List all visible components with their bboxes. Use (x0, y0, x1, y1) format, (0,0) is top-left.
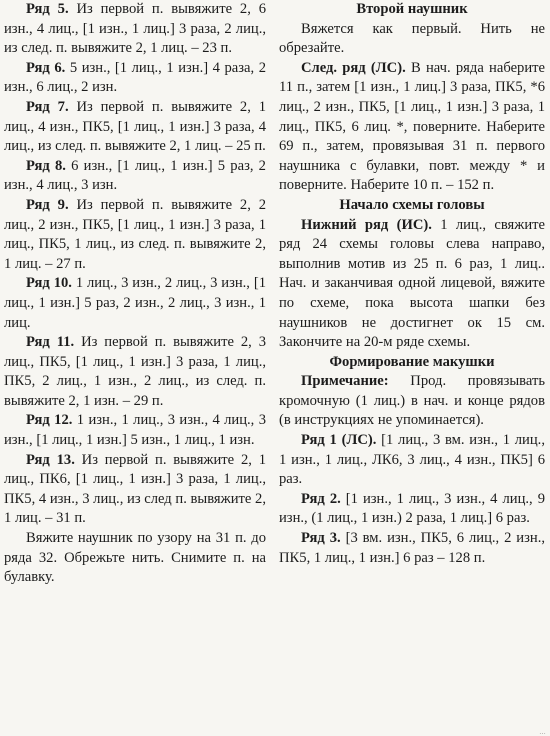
instruction-paragraph (4, 98, 266, 157)
instruction-text: Вяжется как первый. Нить не обрезайте. (279, 20, 545, 57)
instruction-paragraph (279, 20, 545, 59)
instruction-paragraph (4, 196, 266, 274)
instruction-text: 1 лиц., 3 изн., 2 лиц., 3 изн., [1 лиц., 1 изн.] 5 раз, 2 изн., 2 лиц., 3 изн., 1 лиц. (4, 275, 266, 331)
instruction-text: Из первой п. вывяжите 2, 1 лиц., ПК6, [1 лиц., 1 изн.] 3 раза, 1 лиц., ПК5, 4 изн., 3 лиц., из след п. вывяжите 2, 1 лиц. – 31 п. (4, 451, 266, 527)
instruction-text: Из первой п. вывяжите 2, 1 лиц., 4 изн., ПК5, [1 лиц., 1 изн.] 3 раза, 4 лиц., из след. п. вывяжите 2, 1 лиц. – 25 п. (4, 98, 266, 155)
row-label: Ряд 5. (26, 1, 69, 17)
right-column (279, 0, 545, 568)
row-label: Примечание: (301, 373, 389, 390)
instruction-paragraph (4, 411, 266, 450)
instruction-text: 1 изн., 1 лиц., 3 изн., 4 лиц., 3 изн., [1 лиц., 1 изн.] 5 изн., 1 лиц., 1 изн. (4, 412, 266, 449)
section-heading: Второй наушник (356, 1, 468, 17)
row-label: Ряд 2. (301, 490, 341, 507)
instruction-paragraph (4, 529, 266, 588)
instruction-text: 6 изн., [1 лиц., 1 изн.] 5 раз, 2 изн., 4 лиц., 3 изн. (4, 157, 266, 194)
row-label: Ряд 11. (26, 334, 75, 351)
section-heading: Формирование макушки (329, 353, 495, 370)
instruction-text: Вяжите наушник по узору на 31 п. до ряда 32. Обрежьте нить. Снимите п. на булавку. (4, 530, 266, 586)
instruction-paragraph (279, 216, 545, 353)
instruction-text: [3 вм. изн., ПК5, 6 лиц., 2 изн., ПК5, 1 лиц., 1 изн.] 6 раз – 128 п. (279, 530, 545, 566)
row-label: Ряд 1 (ЛС). (301, 432, 377, 449)
row-label: Ряд 10. (26, 275, 72, 292)
row-label: Нижний ряд (ИС). (301, 216, 432, 233)
page-footer: … (539, 729, 546, 736)
instruction-paragraph (4, 333, 266, 411)
row-label: Ряд 12. (26, 412, 73, 429)
instruction-text: Из первой п. вывяжите 2, 2 лиц., 2 изн., ПК5, [1 лиц., 1 изн.] 3 раза, 1 лиц., ПК5, 1 лиц., из след. п. вывяжите 2, 1 лиц. – 27 п. (4, 196, 266, 272)
row-label: След. ряд (ЛС). (301, 59, 406, 76)
row-label: Ряд 3. (301, 530, 341, 547)
instruction-paragraph (4, 157, 266, 196)
row-label: Ряд 8. (26, 157, 66, 174)
row-label: Ряд 13. (26, 451, 75, 468)
instruction-paragraph (4, 274, 266, 333)
instruction-paragraph (4, 59, 266, 98)
instruction-text: Прод. провязывать кромочную (1 лиц.) в нач. и конце рядов (в инструкциях не упоминается). (279, 373, 545, 429)
instruction-text: Из первой п. вывяжите 2, 6 изн., 4 лиц., [1 изн., 1 лиц.] 3 раза, 2 лиц., из след. п. вывяжите 2, 1 лиц. – 23 п. (4, 1, 266, 57)
instruction-paragraph (4, 0, 266, 59)
row-label: Ряд 7. (26, 98, 69, 115)
instruction-text: В нач. ряда наберите 11 п., затем [1 изн., 1 лиц.] 3 раза, ПК5, *6 лиц., 2 изн., ПК5, [1 лиц., 1 изн.] 3 раза, 1 лиц., ПК5, 6 лиц. *, повернитe. Наберите 69 п., затем, провязывая 31 п. первого наушника с булавки, повт. между * и повернитe. Наберите 10 п. – 152 п. (279, 59, 546, 194)
instruction-paragraph (279, 59, 545, 196)
instruction-text: [1 лиц., 3 вм. изн., 1 лиц., 1 изн., 1 лиц., ЛК6, 3 лиц., 4 изн., ПК5] 6 раз. (279, 432, 545, 488)
instruction-text: 5 изн., [1 лиц., 1 изн.] 4 раза, 2 изн., 6 лиц., 2 изн. (4, 59, 266, 96)
instruction-paragraph (4, 451, 266, 529)
section-heading: Начало схемы головы (339, 196, 485, 213)
instruction-text: Из первой п. вывяжите 2, 3 лиц., ПК5, [1 лиц., 1 изн.] 3 раза, 1 лиц., ПК5, 2 лиц., 1 изн., 2 лиц., из след. п. вывяжите 2, 1 изн. – 29 п. (4, 334, 266, 409)
instruction-text: 1 лиц., свяжите ряд 24 схемы головы слева направо, выполнив мотив из 25 п. 6 раз, 1 лиц.. Нач. и заканчивая одной лицевой, вяжите по схеме, пока высота шапки без наушников не достигнет ок 15 см. Закончите на 20-м ряде схемы. (279, 216, 545, 351)
row-label: Ряд 9. (26, 196, 69, 213)
instruction-text: [1 изн., 1 лиц., 3 изн., 4 лиц., 9 изн., (1 лиц., 1 изн.) 2 раза, 1 лиц.] 6 раз. (279, 490, 545, 527)
instruction-paragraph (279, 431, 545, 490)
row-label: Ряд 6. (26, 59, 66, 76)
instruction-paragraph (279, 490, 545, 529)
instruction-paragraph (279, 529, 545, 568)
instruction-paragraph (279, 372, 545, 431)
left-column (4, 0, 266, 588)
